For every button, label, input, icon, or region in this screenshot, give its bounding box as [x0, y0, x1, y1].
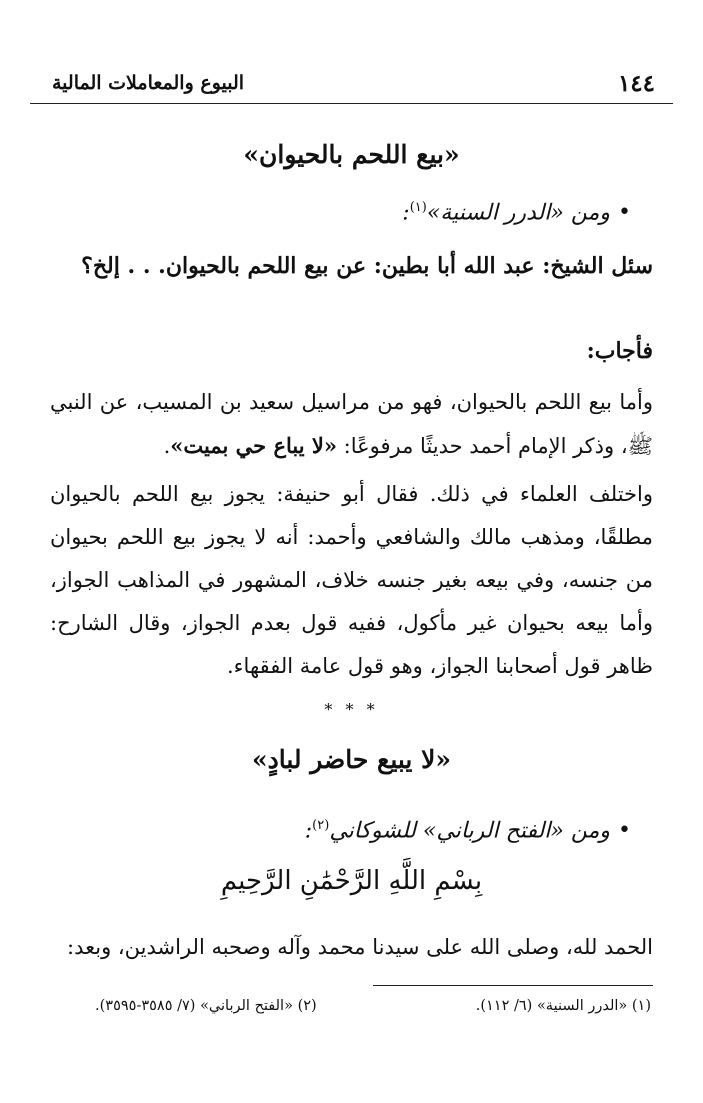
- hadith-quote: «لا يباع حي بميت»: [170, 433, 337, 458]
- section-separator: * * *: [324, 700, 379, 719]
- source-line-durar: [402, 200, 631, 225]
- footnote-2: (٢) «الفتح الرباني» (٧/ ٣٥٨٥-٣٥٩٥).: [95, 998, 317, 1014]
- answer-paragraph-1: [50, 381, 653, 468]
- bullet-icon: •: [618, 818, 631, 844]
- running-title: البيوع والمعاملات المالية: [52, 72, 245, 94]
- source-title: ومن «الدرر السنية»: [426, 200, 611, 226]
- question-paragraph: سئل الشيخ: عبد الله أبا بطين: عن بيع اللحم بالحيوان. . . إلخ؟: [81, 253, 653, 279]
- source-line-fath: [305, 818, 631, 843]
- footnote-1: (١) «الدرر السنية» (٦/ ١١٢).: [475, 998, 651, 1014]
- source-colon: :: [304, 818, 313, 844]
- answer-label: فأجاب:: [586, 338, 653, 364]
- footnote-ref-1[interactable]: (١): [409, 200, 427, 215]
- answer-paragraph-1-end: .: [163, 434, 171, 458]
- bullet-icon: •: [618, 200, 631, 226]
- section-heading-meat-for-animal: «بيع اللحم بالحيوان»: [243, 140, 460, 169]
- header-divider: [30, 103, 673, 104]
- opening-paragraph: الحمد لله، وصلى الله على سيدنا محمد وآله وصحبه الراشدين، وبعد:: [67, 935, 653, 959]
- answer-paragraph-2: واختلف العلماء في ذلك. فقال أبو حنيفة: يجوز بيع اللحم بالحيوان مطلقًا، ومذهب مالك والشافعي وأحمد: أنه لا يجوز بيع اللحم بحيوان من جنسه، وفي بيعه بغير جنسه خلاف، المشهور في المذاهب الجواز، وأما بيعه بحيوان غير مأكول، ففيه قول بعدم الجواز، وقال الشارح: ظاهر قول أصحابنا الجواز، وهو قول عامة الفقهاء.: [50, 482, 653, 678]
- source-title: ومن «الفتح الرباني» للشوكاني: [329, 818, 611, 844]
- footnote-divider: [373, 985, 653, 986]
- section-heading-no-sale-townsman: «لا يبيع حاضر لبادٍ»: [252, 745, 451, 774]
- footnote-ref-2[interactable]: (٢): [312, 818, 330, 833]
- page-header: [30, 68, 673, 102]
- source-colon: :: [402, 200, 410, 226]
- page-number: ١٤٤: [617, 70, 655, 97]
- basmala: بِسْمِ اللَّهِ الرَّحْمَٰنِ الرَّحِيمِ: [220, 866, 483, 896]
- answer-paragraph-1-text: وأما بيع اللحم بالحيوان، فهو من مراسيل سعيد بن المسيب، عن النبي ﷺ، وذكر الإمام أحمد حديثًا مرفوعًا:: [50, 390, 653, 458]
